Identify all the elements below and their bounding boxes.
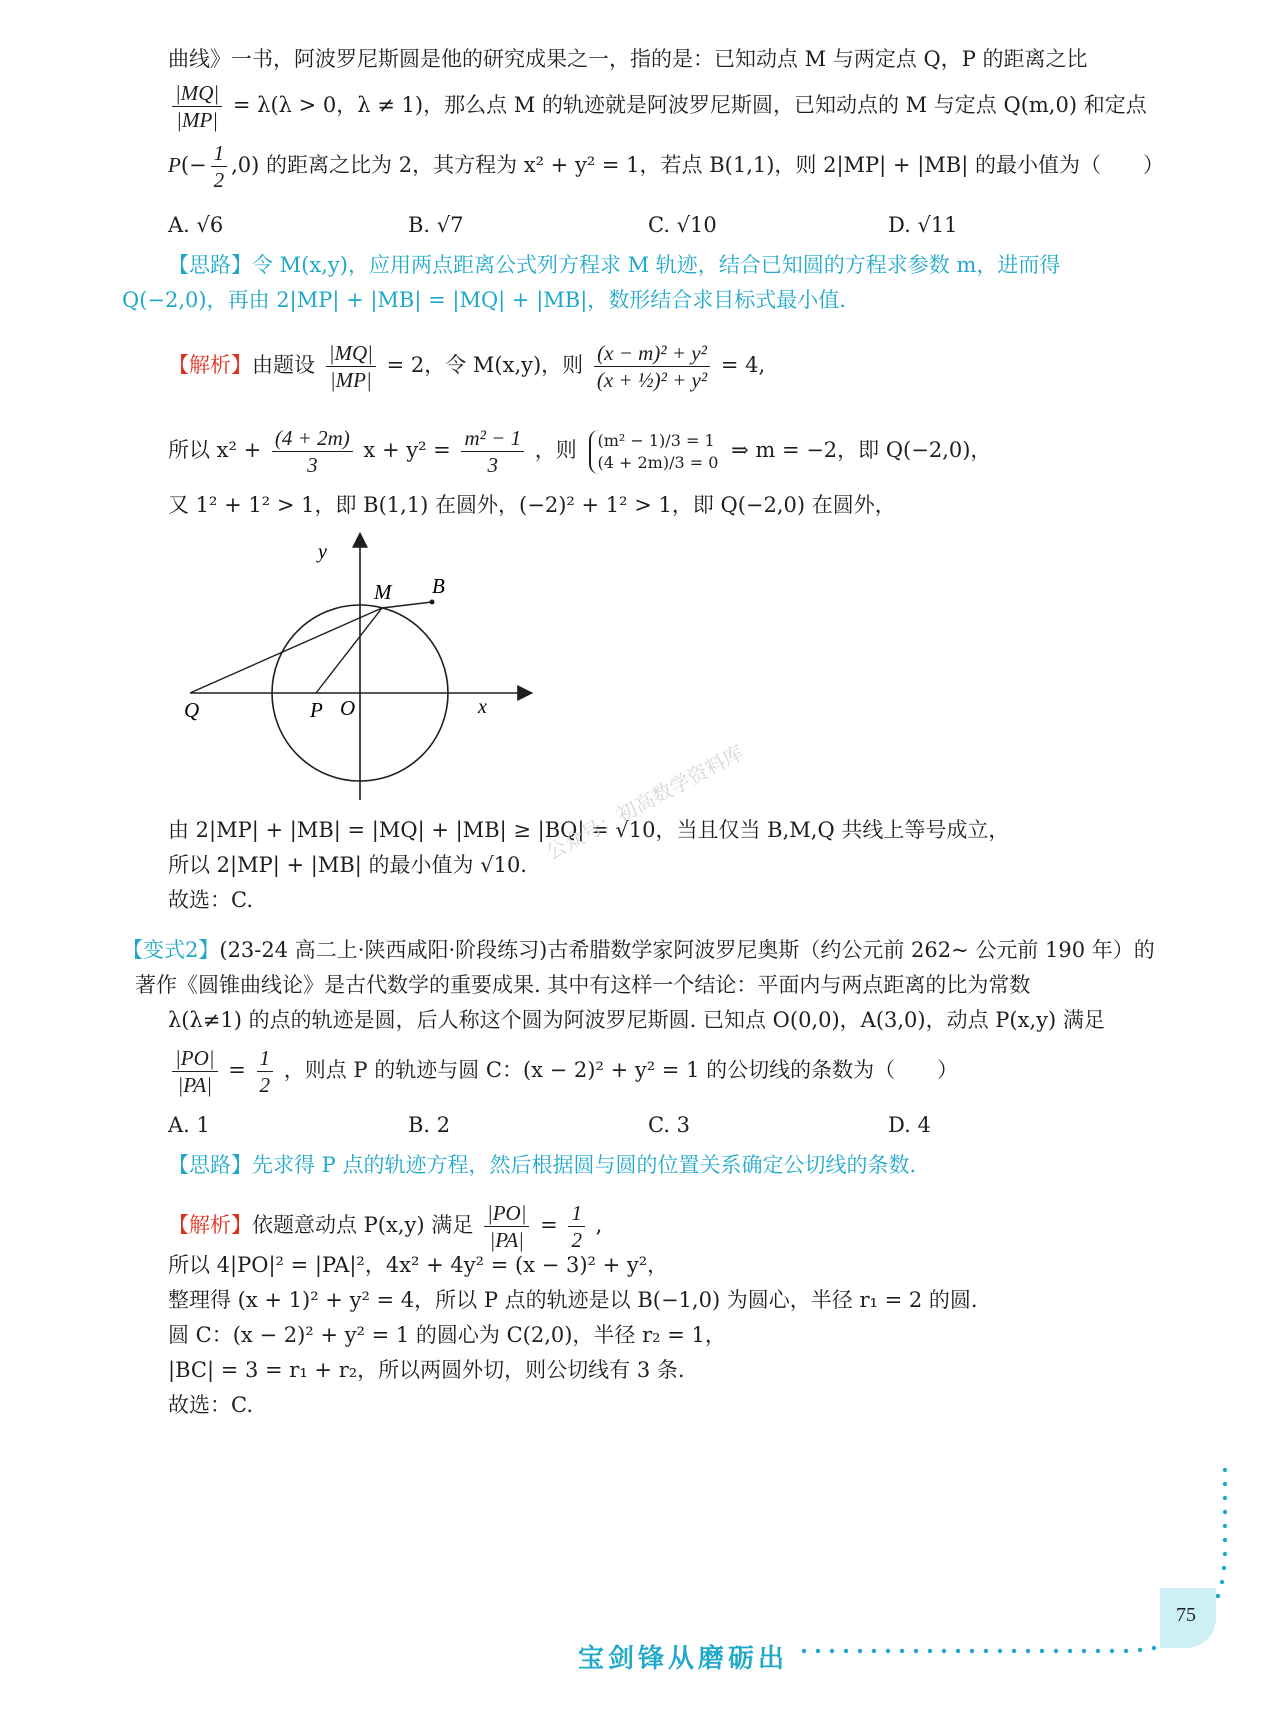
problem1-solution-line2: [168, 425, 991, 478]
point-p-label: P: [310, 698, 323, 722]
problem2-solution-line3: 整理得 (x + 1)² + y² = 4，所以 P 点的轨迹是以 B(−1,0) 为圆心，半径 r₁ = 2 的圆.: [168, 1288, 978, 1312]
problem2-line4-text: ，则点 P 的轨迹与圆 C：(x − 2)² + y² = 1 的公切线的条数为（ ）: [283, 1058, 959, 1082]
problem2-line3: λ(λ≠1) 的点的轨迹是圆，后人称这个圆为阿波罗尼斯圆. 已知点 O(0,0)，A(3,0)，动点 P(x,y) 满足: [168, 1008, 1105, 1032]
apollonius-circle-figure: [184, 535, 550, 805]
problem1-solution-line4: 由 2|MP| + |MB| = |MQ| + |MB| ≥ |BQ| = √10，当且仅当 B,M,Q 共线上等号成立，: [168, 818, 1010, 842]
option-b: B. √7: [408, 213, 464, 237]
fraction-numerator: |MQ|: [172, 80, 222, 107]
fraction-numerator: (x − m)² + y²: [594, 340, 710, 367]
fraction-numerator: m² − 1: [461, 425, 524, 452]
solution-tag: 【解析】: [168, 353, 252, 377]
fraction-numerator: (4 + 2m): [272, 425, 353, 452]
fraction-numerator: |MQ|: [326, 340, 376, 367]
option-c: C. 3: [648, 1113, 691, 1137]
page-number: 75: [1176, 1604, 1196, 1626]
ratio-fraction: [172, 1045, 218, 1098]
equation-system: [589, 430, 718, 474]
solution-tag: 【解析】: [168, 1213, 252, 1237]
equals-sign: =: [228, 1058, 246, 1082]
problem1-solution-line5: 所以 2|MP| + |MB| 的最小值为 √10.: [168, 853, 527, 877]
fraction-denominator: 3: [487, 453, 499, 477]
fraction-denominator: |PA|: [177, 1073, 213, 1097]
option-d: D. 4: [888, 1113, 931, 1137]
origin-label: O: [340, 696, 356, 720]
fraction-denominator: 3: [307, 453, 318, 477]
half-fraction: [568, 1200, 585, 1253]
equals-sign: =: [540, 1213, 558, 1237]
problem2-hint: 【思路】先求得 P 点的轨迹方程，然后根据圆与圆的位置关系确定公切线的条数.: [168, 1153, 917, 1177]
point-q-label: Q: [184, 698, 200, 722]
y-axis-label: y: [318, 541, 327, 563]
constant-fraction: [461, 425, 524, 478]
x-axis-label: x: [478, 696, 487, 718]
fraction-denominator: (x + ½)² + y²: [596, 368, 708, 392]
half-fraction: [211, 140, 228, 193]
fraction-numerator: |PO|: [484, 1200, 530, 1227]
solution-text: ⇒ m = −2，即 Q(−2,0)，: [731, 438, 992, 462]
problem1-line2-text: = λ(λ > 0，λ ≠ 1)，那么点 M 的轨迹就是阿波罗尼斯圆，已知动点的 M 与定点 Q(m,0) 和定点: [232, 93, 1147, 117]
segment-qm: [190, 608, 382, 693]
footer-motto: 宝剑锋从磨砺出: [578, 1644, 789, 1674]
fraction-denominator: |MP|: [329, 368, 372, 392]
ratio-fraction: [172, 80, 222, 133]
problem2-line2: 著作《圆锥曲线论》是古代数学的重要成果. 其中有这样一个结论：平面内与两点距离的比为常数: [135, 973, 1031, 997]
segment-pm: [316, 608, 382, 693]
half-fraction: [257, 1045, 274, 1098]
problem2-solution-line1: [168, 1200, 602, 1253]
problem2-options: [168, 1110, 1128, 1140]
fraction-denominator: 2: [213, 168, 225, 192]
fraction-numerator: 1: [257, 1045, 274, 1072]
problem1-answer: 故选：C.: [168, 888, 253, 912]
solution-text: 由题设: [252, 353, 315, 377]
option-b: B. 2: [408, 1113, 451, 1137]
fraction-denominator: 2: [571, 1228, 582, 1252]
fraction-denominator: |MP|: [176, 108, 219, 132]
problem1-line1: 曲线》一书，阿波罗尼斯圆是他的研究成果之一，指的是：已知动点 M 与两定点 Q，P 的距离之比: [168, 47, 1088, 71]
problem1-solution-line1: [168, 340, 765, 393]
problem1-solution-line3: 又 1² + 1² > 1，即 B(1,1) 在圆外，(−2)² + 1² > 1，即 Q(−2,0) 在圆外，: [168, 493, 896, 517]
point-b-label: B: [432, 574, 445, 598]
problem2-solution-line2: 所以 4|PO|² = |PA|²，4x² + 4y² = (x − 3)² + y²，: [168, 1253, 669, 1277]
solution-text: = 4,: [720, 353, 766, 377]
paren-close: ,0): [231, 153, 260, 177]
problem1-line3-text: 的距离之比为 2，其方程为 x² + y² = 1，若点 B(1,1)，则 2|MP| + |MB| 的最小值为（ ）: [259, 153, 1164, 177]
ratio-fraction: [484, 1200, 530, 1253]
option-d: D. √11: [888, 213, 958, 237]
variant-tag: 【变式2】: [122, 938, 220, 962]
solution-text: 所以 x² +: [168, 438, 262, 462]
solution-text: ，则: [534, 438, 577, 462]
ratio-fraction: [326, 340, 376, 393]
problem2-solution-line5: |BC| = 3 = r₁ + r₂，所以两圆外切，则公切线有 3 条.: [168, 1358, 685, 1382]
option-c: C. √10: [648, 213, 717, 237]
coefficient-fraction: [272, 425, 353, 478]
option-a: A. 1: [168, 1113, 210, 1137]
problem2-line4: [168, 1045, 958, 1098]
solution-text: = 2，令 M(x,y)，则: [386, 353, 584, 377]
fraction-numerator: 1: [211, 140, 228, 167]
fraction-numerator: 1: [568, 1200, 585, 1227]
option-a: A. √6: [168, 213, 224, 237]
system-equation-2: (4 + 2m)/3 = 0: [597, 452, 719, 472]
solution-text: x + y² =: [363, 438, 451, 462]
solution-text: ,: [595, 1213, 603, 1237]
fraction-numerator: |PO|: [172, 1045, 218, 1072]
solution-text: 依题意动点 P(x,y) 满足: [252, 1213, 474, 1237]
problem2-line1: [122, 935, 1155, 965]
distance-fraction: [594, 340, 710, 393]
problem2-solution-line4: 圆 C：(x − 2)² + y² = 1 的圆心为 C(2,0)，半径 r₂ = 1，: [168, 1323, 726, 1347]
problem2-answer: 故选：C.: [168, 1393, 253, 1417]
problem1-options: [168, 210, 1128, 240]
fraction-denominator: 2: [259, 1073, 271, 1097]
problem1-hint-line1: 【思路】令 M(x,y)，应用两点距离公式列方程求 M 轨迹，结合已知圆的方程求参数 m，进而得: [168, 253, 1061, 277]
watermark: 公众号：初高数学资料库: [541, 740, 748, 865]
problem2-line1-text: (23-24 高二上·陕西咸阳·阶段练习)古希腊数学家阿波罗尼奥斯（约公元前 262~ 公元前 190 年）的: [219, 938, 1155, 962]
problem1-hint-line2: Q(−2,0)，再由 2|MP| + |MB| = |MQ| + |MB|，数形结合求目标式最小值.: [122, 288, 846, 312]
fraction-denominator: |PA|: [489, 1228, 524, 1252]
problem1-line3: [168, 140, 1164, 193]
system-equation-1: (m² − 1)/3 = 1: [597, 430, 715, 450]
point-p-label: P: [168, 153, 181, 177]
point-m-label: M: [374, 580, 392, 604]
paren-open: (−: [180, 153, 207, 177]
problem1-line2: [168, 80, 1147, 133]
point-b-dot: [430, 600, 435, 605]
